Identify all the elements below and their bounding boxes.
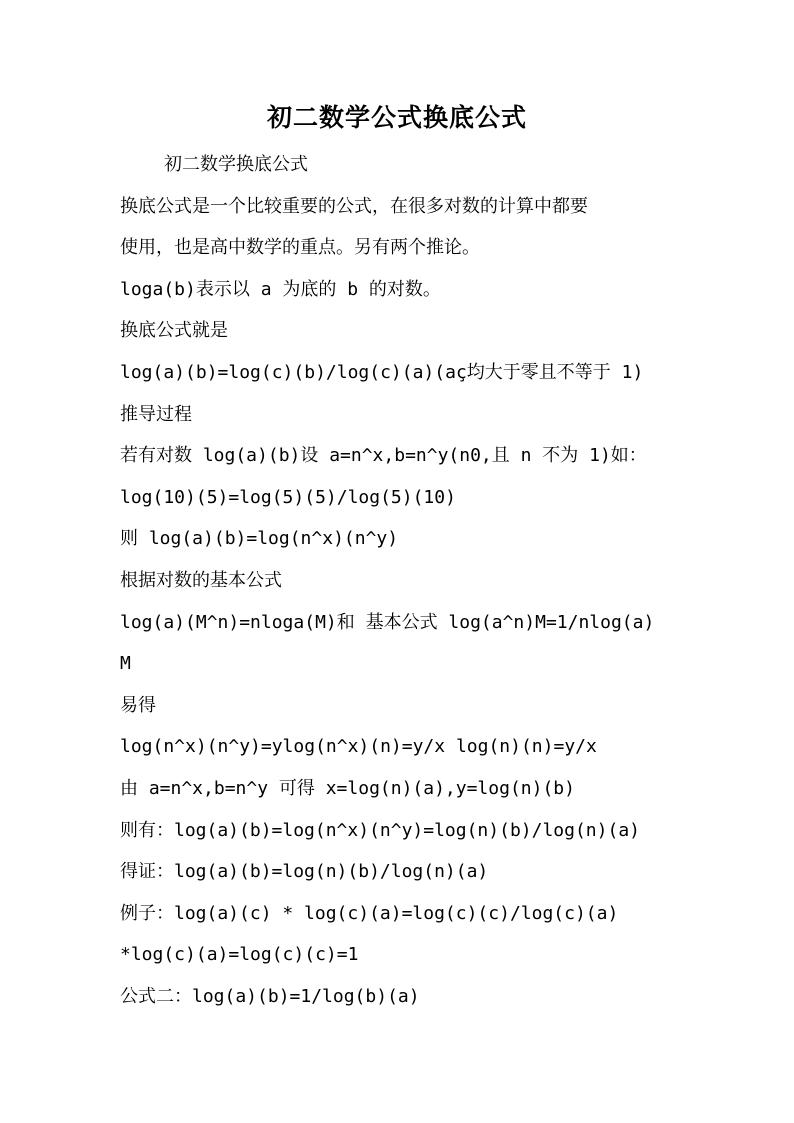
document-body xyxy=(120,144,680,1017)
subtitle-line: 初二数学换底公式 xyxy=(164,154,308,175)
formula-line: 公式二：log(a)(b)=1/log(b)(a) xyxy=(120,985,420,1007)
document-title: 初二数学公式换底公式 xyxy=(266,103,527,132)
text-line: 使用，也是高中数学的重点。另有两个推论。 xyxy=(120,237,480,259)
text-line: 易得 xyxy=(120,694,156,716)
text-line: 根据对数的基本公式 xyxy=(120,569,282,591)
formula-line: 则 log(a)(b)=log(n^x)(n^y) xyxy=(120,528,399,550)
text-line: 若有对数 log(a)(b)设 a=n^x,b=n^y(n0,且 n 不为 1)如： xyxy=(120,445,647,467)
formula-line: 例子：log(a)(c) * log(c)(a)=log(c)(c)/log(c)(a) xyxy=(120,902,619,924)
formula-line: 则有：log(a)(b)=log(n^x)(n^y)=log(n)(b)/log(n)(a) xyxy=(120,819,640,841)
text-line: 换底公式是一个比较重要的公式，在很多对数的计算中都要 xyxy=(120,195,588,217)
formula-line: log(n^x)(n^y)=ylog(n^x)(n)=y/x log(n)(n)=y/x xyxy=(120,736,597,758)
formula-line: *log(c)(a)=log(c)(c)=1 xyxy=(120,944,359,966)
formula-line: log(a)(b)=log(c)(b)/log(c)(a)(aç均大于零且不等于 1) xyxy=(120,361,644,383)
formula-line: 由 a=n^x,b=n^y 可得 x=log(n)(a),y=log(n)(b) xyxy=(120,777,575,799)
text-line: loga(b)表示以 a 为底的 b 的对数。 xyxy=(120,278,441,300)
formula-line: log(10)(5)=log(5)(5)/log(5)(10) xyxy=(120,486,456,508)
formula-line: 得证：log(a)(b)=log(n)(b)/log(n)(a) xyxy=(120,861,489,883)
formula-line: log(a)(M^n)=nloga(M)和 基本公式 log(a^n)M=1/nlog(a) xyxy=(120,611,655,633)
text-line: 推导过程 xyxy=(120,403,192,425)
formula-line: M xyxy=(120,653,131,675)
text-line: 换底公式就是 xyxy=(120,320,228,342)
